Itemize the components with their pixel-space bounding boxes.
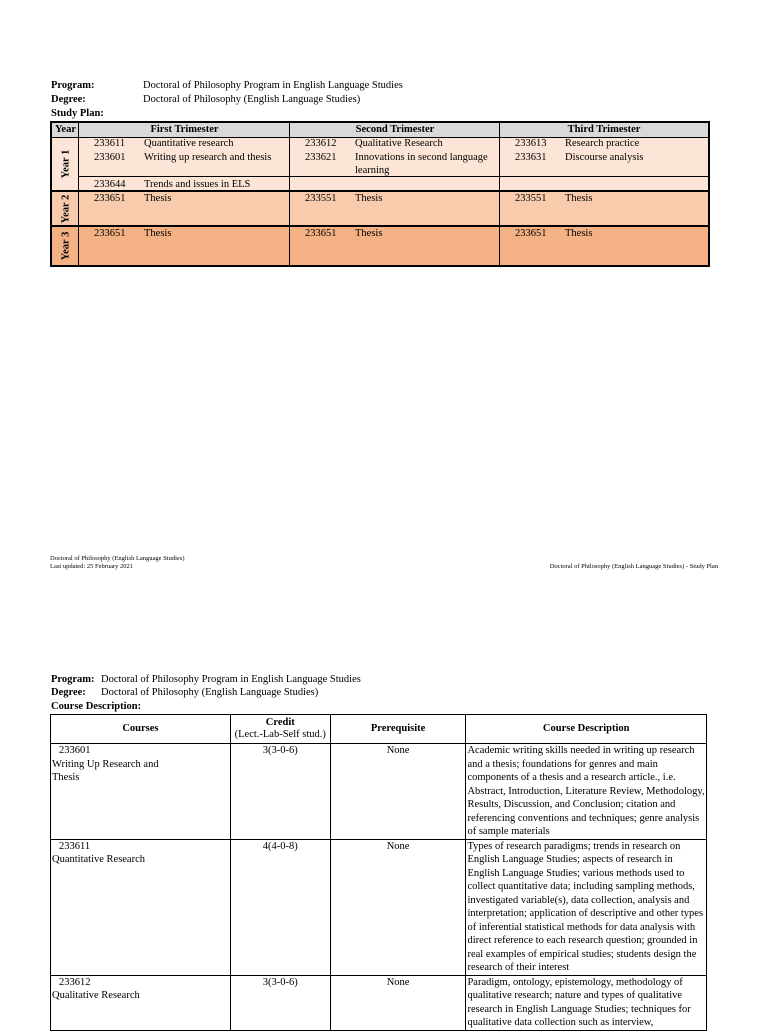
header-courses: Courses [51,715,231,744]
description-cell: Paradigm, ontology, epistemology, methodology of qualitative research; nature and types of qualitative research in English Language Studies; techniques for qualitative data collection such as interview, [466,975,707,1030]
header-prerequisite: Prerequisite [330,715,466,744]
footer-left-line2: Last updated: 25 February 2021 [50,563,134,570]
p2-degree-label: Degree: [51,687,86,698]
course-name: Qualitative Research [52,990,140,1001]
degree-value: Doctoral of Philosophy (English Language Studies) [143,94,361,105]
course-description-label-text: Course Description: [51,701,142,712]
course-name: Quantitative Research [52,854,146,865]
degree-label: Degree: [51,94,86,105]
footer-left-line1: Doctoral of Philosophy (English Language Studies) [50,555,185,562]
header-credit-line2: (Lect.-Lab-Self stud.) [234,729,326,740]
course-description-table [50,714,707,1031]
header-second-trimester: Second Trimester [355,124,435,135]
p2-program-label: Program: [51,674,95,685]
program-label: Program: [51,80,95,91]
study-plan-label-text: Study Plan: [51,108,104,119]
divider [289,123,290,265]
credit-cell: 4(4-0-8) [230,839,330,975]
header-credit [230,715,330,744]
divider [78,123,79,265]
header-first-trimester: First Trimester [150,124,219,135]
course-cell [51,744,231,840]
study-plan-table: Year 1 Year 2 Year 3 Year First Trimester Second Trimester Third Trimester 233611 Quantitative research 233601 Writing up research and thesis 233644 Trends and issues in ELS 233612 Qualitative Research 233621 Innovations in second language learning 233613 Research practice 233631 Discourse analysis 233651 Thesis 233551 Thesis 233551 Thesis 233651 Thesis 233651 Thesis 233651 Thesis [50,121,710,267]
footer-left [50,555,185,571]
course-code: 233611 [59,840,91,852]
course-description-label [51,701,141,712]
program-value: Doctoral of Philosophy Program in English Language Studies [143,80,403,91]
p2-program-value: Doctoral of Philosophy Program in English Language Studies [101,674,361,685]
header-credit-line1: Credit [265,717,295,728]
table-row [51,975,707,1030]
description-cell: Types of research paradigms; trends in research on English Language Studies; aspects of research in English Language Studies; various methods used to collect quantitative data; including sampling methods, investigated variable(s), data collection, analysis and interpretation; application of descriptive and other types of inferential statistical methods for data analysis with direct reference to each research question; grounded in real examples of empirical studies; students design the research of their interest [466,839,707,975]
study-plan-header [52,123,708,138]
footer-right-text: Doctoral of Philosophy (English Language Studies) - Study Plan [549,563,718,570]
p2-degree-value: Doctoral of Philosophy (English Language Studies) [101,687,319,698]
year-2-label: Year 2 [60,194,71,223]
course-code: 233612 [59,976,91,988]
credit-cell: 3(3-0-6) [230,744,330,840]
prerequisite-cell: None [330,839,466,975]
description-cell: Academic writing skills needed in writing up research and a thesis; foundations for genres and main components of a thesis and a research article., i.e. Abstract, Introduction, Literature Review, Methodology, Results, Discussion, and Conclusion; citation and referencing conventions and techniques; genre analysis of sample materials [467,745,705,837]
course-code: 233601 [59,745,91,756]
year-3-label: Year 3 [60,231,71,261]
table-row [51,839,707,975]
footer-right [550,563,718,571]
prerequisite-cell: None [330,975,466,1030]
course-name: Writing Up Research and Thesis [52,758,159,783]
study-plan-label [51,108,104,119]
year-1-label: Year 1 [60,149,71,178]
divider [499,123,500,265]
table-row [51,744,707,840]
course-cell [51,975,231,1030]
header-third-trimester: Third Trimester [567,124,641,135]
prerequisite-cell: None [330,744,466,840]
header-year: Year [55,124,76,135]
credit-cell: 3(3-0-6) [230,975,330,1030]
course-cell [51,839,231,975]
header-course-description: Course Description [466,715,707,744]
course-table-header [51,715,707,744]
